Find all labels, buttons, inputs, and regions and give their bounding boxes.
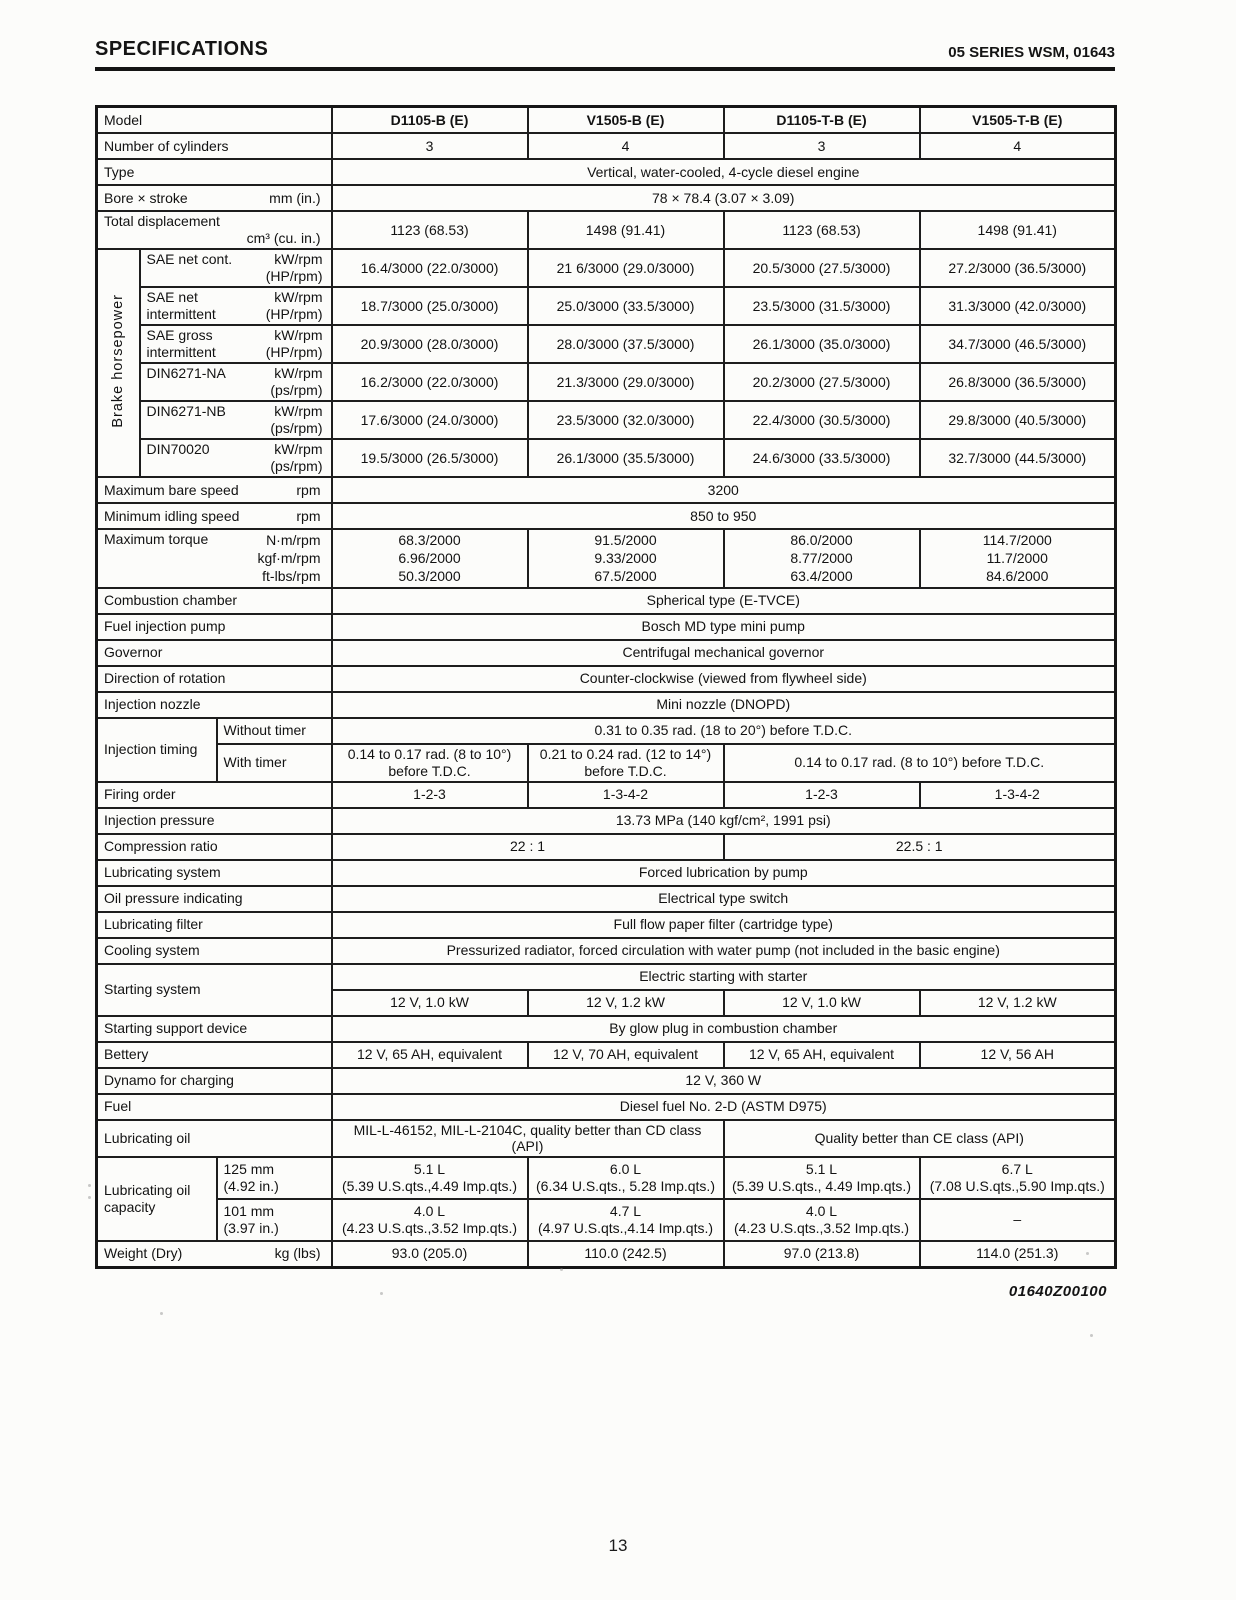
row-direction-of-rotation xyxy=(97,666,1116,692)
bhp-name: DIN6271-NB xyxy=(146,403,226,420)
label-governor: Governor xyxy=(97,640,332,666)
lubricating-oil-value: MIL-L-46152, MIL-L-2104C, quality better than CD class (API) xyxy=(332,1120,724,1157)
row-type xyxy=(97,159,1116,185)
scan-speck xyxy=(88,1196,91,1199)
bhp-value: 20.5/3000 (27.5/3000) xyxy=(724,249,920,287)
bhp-name: DIN70020 xyxy=(146,441,210,458)
row-fuel-injection-pump xyxy=(97,614,1116,640)
row-max-bare-speed xyxy=(97,477,1116,503)
torque-value: 114.7/2000 11.7/2000 84.6/2000 xyxy=(920,529,1116,588)
bhp-value: 20.2/3000 (27.5/3000) xyxy=(724,363,920,401)
label-injection-nozzle: Injection nozzle xyxy=(97,692,332,718)
battery-value: 12 V, 65 AH, equivalent xyxy=(332,1042,528,1068)
injection-timing-without-value: 0.31 to 0.35 rad. (18 to 20°) before T.D.C. xyxy=(332,718,1116,744)
label-bore-stroke xyxy=(97,185,332,211)
scan-speck xyxy=(1090,1334,1093,1337)
displacement-value: 1498 (91.41) xyxy=(920,211,1116,249)
weight-unit: kg (lbs) xyxy=(274,1245,321,1262)
label-lubricating-filter: Lubricating filter xyxy=(97,912,332,938)
label-sae-gross-intermittent xyxy=(140,325,332,363)
label-weight xyxy=(97,1241,332,1268)
firing-order-value: 1-2-3 xyxy=(724,782,920,808)
model-col-2: V1505-B (E) xyxy=(528,107,724,134)
injection-timing-with-value: 0.14 to 0.17 rad. (8 to 10°) before T.D.C. xyxy=(332,744,528,782)
displacement-value: 1123 (68.53) xyxy=(724,211,920,249)
row-injection-nozzle xyxy=(97,692,1116,718)
label-battery: Bettery xyxy=(97,1042,332,1068)
oil-capacity-sub-101: 101 mm (3.97 in.) xyxy=(217,1199,332,1241)
direction-of-rotation-value: Counter-clockwise (viewed from flywheel side) xyxy=(332,666,1116,692)
displacement-unit: cm³ (cu. in.) xyxy=(246,230,321,246)
cylinders-value: 4 xyxy=(528,133,724,159)
row-displacement xyxy=(97,211,1116,249)
row-bhp-sae-net-intermittent xyxy=(97,287,1116,325)
bhp-value: 26.8/3000 (36.5/3000) xyxy=(920,363,1116,401)
row-oil-pressure-indicating xyxy=(97,886,1116,912)
oil-capacity-value: 4.0 L (4.23 U.S.qts.,3.52 Imp.qts.) xyxy=(724,1199,920,1241)
lubricating-system-value: Forced lubrication by pump xyxy=(332,860,1116,886)
fuel-value: Diesel fuel No. 2-D (ASTM D975) xyxy=(332,1094,1116,1120)
bhp-name: DIN6271-NA xyxy=(146,365,226,382)
bhp-value: 29.8/3000 (40.5/3000) xyxy=(920,401,1116,439)
torque-value: 68.3/2000 6.96/2000 50.3/2000 xyxy=(332,529,528,588)
displacement-value: 1498 (91.41) xyxy=(528,211,724,249)
weight-value: 93.0 (205.0) xyxy=(332,1241,528,1268)
label-dynamo: Dynamo for charging xyxy=(97,1068,332,1094)
compression-ratio-value: 22.5 : 1 xyxy=(724,834,1116,860)
row-combustion-chamber xyxy=(97,588,1116,614)
starting-system-head: Electric starting with starter xyxy=(332,964,1116,990)
row-weight xyxy=(97,1241,1116,1268)
scan-speck xyxy=(380,1292,383,1295)
label-oil-pressure-indicating: Oil pressure indicating xyxy=(97,886,332,912)
bhp-value: 23.5/3000 (31.5/3000) xyxy=(724,287,920,325)
label-starting-support-device: Starting support device xyxy=(97,1016,332,1042)
model-col-1: D1105-B (E) xyxy=(332,107,528,134)
oil-capacity-value: – xyxy=(920,1199,1116,1241)
label-displacement xyxy=(97,211,332,249)
bhp-value: 24.6/3000 (33.5/3000) xyxy=(724,439,920,477)
scan-speck xyxy=(88,1184,91,1187)
weight-value: 114.0 (251.3) xyxy=(920,1241,1116,1268)
model-col-4: V1505-T-B (E) xyxy=(920,107,1116,134)
scan-speck xyxy=(160,1312,163,1315)
injection-pressure-value: 13.73 MPa (140 kgf/cm², 1991 psi) xyxy=(332,808,1116,834)
bhp-unit: kW/rpm (HP/rpm) xyxy=(265,289,323,322)
bore-label-text: Bore × stroke xyxy=(104,189,188,206)
specifications-table xyxy=(95,105,1117,1269)
row-max-torque xyxy=(97,529,1116,588)
brake-horsepower-group-label xyxy=(97,249,140,477)
bhp-value: 26.1/3000 (35.0/3000) xyxy=(724,325,920,363)
bare-unit: rpm xyxy=(296,481,321,498)
fuel-injection-pump-value: Bosch MD type mini pump xyxy=(332,614,1116,640)
oil-capacity-sub-125: 125 mm (4.92 in.) xyxy=(217,1157,332,1199)
bhp-value: 20.9/3000 (28.0/3000) xyxy=(332,325,528,363)
row-cylinders xyxy=(97,133,1116,159)
row-oil-capacity-125 xyxy=(97,1157,1116,1199)
figure-code: 01640Z00100 xyxy=(1008,1282,1107,1300)
bhp-value: 22.4/3000 (30.5/3000) xyxy=(724,401,920,439)
bhp-unit: kW/rpm (ps/rpm) xyxy=(270,441,323,474)
row-lubricating-filter xyxy=(97,912,1116,938)
row-starting-system-head xyxy=(97,964,1116,990)
label-cylinders: Number of cylinders xyxy=(97,133,332,159)
page-sheet xyxy=(95,38,1115,1300)
row-bhp-din6271-nb xyxy=(97,401,1116,439)
injection-nozzle-value: Mini nozzle (DNOPD) xyxy=(332,692,1116,718)
starting-system-value: 12 V, 1.0 kW xyxy=(724,990,920,1016)
bhp-value: 18.7/3000 (25.0/3000) xyxy=(332,287,528,325)
battery-value: 12 V, 65 AH, equivalent xyxy=(724,1042,920,1068)
bhp-value: 31.3/3000 (42.0/3000) xyxy=(920,287,1116,325)
label-sae-net-intermittent xyxy=(140,287,332,325)
bhp-name: SAE gross intermittent xyxy=(146,327,216,360)
bhp-unit: kW/rpm (HP/rpm) xyxy=(265,327,323,360)
idle-label-text: Minimum idling speed xyxy=(104,507,240,524)
row-cooling-system xyxy=(97,938,1116,964)
bhp-name: SAE net cont. xyxy=(146,251,233,268)
row-bhp-din6271-na xyxy=(97,363,1116,401)
row-min-idling-speed xyxy=(97,503,1116,529)
oil-pressure-indicating-value: Electrical type switch xyxy=(332,886,1116,912)
bhp-name: SAE net intermittent xyxy=(146,289,216,322)
row-injection-pressure xyxy=(97,808,1116,834)
type-value: Vertical, water-cooled, 4-cycle diesel engine xyxy=(332,159,1116,185)
brake-horsepower-text: Brake horsepower xyxy=(109,294,126,429)
bhp-value: 23.5/3000 (32.0/3000) xyxy=(528,401,724,439)
starting-system-value: 12 V, 1.2 kW xyxy=(528,990,724,1016)
starting-support-device-value: By glow plug in combustion chamber xyxy=(332,1016,1116,1042)
label-fuel-injection-pump: Fuel injection pump xyxy=(97,614,332,640)
row-lubricating-oil xyxy=(97,1120,1116,1157)
battery-value: 12 V, 70 AH, equivalent xyxy=(528,1042,724,1068)
row-firing-order xyxy=(97,782,1116,808)
firing-order-value: 1-3-4-2 xyxy=(528,782,724,808)
cylinders-value: 3 xyxy=(332,133,528,159)
bhp-value: 25.0/3000 (33.5/3000) xyxy=(528,287,724,325)
max-bare-speed-value: 3200 xyxy=(332,477,1116,503)
weight-value: 97.0 (213.8) xyxy=(724,1241,920,1268)
injection-timing-with-value: 0.14 to 0.17 rad. (8 to 10°) before T.D.C. xyxy=(724,744,1116,782)
starting-system-value: 12 V, 1.2 kW xyxy=(920,990,1116,1016)
label-without-timer: Without timer xyxy=(217,718,332,744)
row-bore-stroke xyxy=(97,185,1116,211)
firing-order-value: 1-2-3 xyxy=(332,782,528,808)
weight-value: 110.0 (242.5) xyxy=(528,1241,724,1268)
bhp-value: 26.1/3000 (35.5/3000) xyxy=(528,439,724,477)
firing-order-value: 1-3-4-2 xyxy=(920,782,1116,808)
torque-label-text: Maximum torque xyxy=(104,531,209,547)
lubricating-filter-value: Full flow paper filter (cartridge type) xyxy=(332,912,1116,938)
label-firing-order: Firing order xyxy=(97,782,332,808)
bhp-value: 16.2/3000 (22.0/3000) xyxy=(332,363,528,401)
combustion-chamber-value: Spherical type (E-TVCE) xyxy=(332,588,1116,614)
label-fuel: Fuel xyxy=(97,1094,332,1120)
governor-value: Centrifugal mechanical governor xyxy=(332,640,1116,666)
idle-unit: rpm xyxy=(296,507,321,524)
label-injection-timing: Injection timing xyxy=(97,718,217,782)
row-oil-capacity-101 xyxy=(97,1199,1116,1241)
row-battery xyxy=(97,1042,1116,1068)
battery-value: 12 V, 56 AH xyxy=(920,1042,1116,1068)
label-oil-capacity: Lubricating oil capacity xyxy=(97,1157,217,1241)
row-compression-ratio xyxy=(97,834,1116,860)
row-lubricating-system xyxy=(97,860,1116,886)
lubricating-oil-value: Quality better than CE class (API) xyxy=(724,1120,1116,1157)
cooling-system-value: Pressurized radiator, forced circulation with water pump (not included in the basic engine) xyxy=(332,938,1116,964)
label-starting-system: Starting system xyxy=(97,964,332,1016)
page-number: 13 xyxy=(608,1536,628,1555)
label-injection-pressure: Injection pressure xyxy=(97,808,332,834)
oil-capacity-value: 4.0 L (4.23 U.S.qts.,3.52 Imp.qts.) xyxy=(332,1199,528,1241)
label-min-idling-speed xyxy=(97,503,332,529)
weight-label-text: Weight (Dry) xyxy=(104,1245,183,1262)
row-fuel xyxy=(97,1094,1116,1120)
doc-reference: 05 SERIES WSM, 01643 xyxy=(948,44,1115,61)
row-starting-support-device xyxy=(97,1016,1116,1042)
bhp-unit: kW/rpm (HP/rpm) xyxy=(265,251,323,284)
row-governor xyxy=(97,640,1116,666)
dynamo-value: 12 V, 360 W xyxy=(332,1068,1116,1094)
row-model xyxy=(97,107,1116,134)
scan-speck xyxy=(1086,1286,1089,1289)
oil-capacity-value: 6.0 L (6.34 U.S.qts., 5.28 Imp.qts.) xyxy=(528,1157,724,1199)
row-bhp-sae-gross-intermittent xyxy=(97,325,1116,363)
min-idling-speed-value: 850 to 950 xyxy=(332,503,1116,529)
bhp-value: 19.5/3000 (26.5/3000) xyxy=(332,439,528,477)
displacement-label-text: Total displacement xyxy=(104,213,220,230)
label-type: Type xyxy=(97,159,332,185)
model-col-3: D1105-T-B (E) xyxy=(724,107,920,134)
bhp-value: 21 6/3000 (29.0/3000) xyxy=(528,249,724,287)
oil-capacity-value: 5.1 L (5.39 U.S.qts., 4.49 Imp.qts.) xyxy=(724,1157,920,1199)
label-din6271-na xyxy=(140,363,332,401)
cylinders-value: 4 xyxy=(920,133,1116,159)
label-max-bare-speed xyxy=(97,477,332,503)
label-direction-of-rotation: Direction of rotation xyxy=(97,666,332,692)
bare-label-text: Maximum bare speed xyxy=(104,481,239,498)
label-lubricating-system: Lubricating system xyxy=(97,860,332,886)
page-header xyxy=(95,38,1115,71)
bhp-value: 32.7/3000 (44.5/3000) xyxy=(920,439,1116,477)
bore-stroke-value: 78 × 78.4 (3.07 × 3.09) xyxy=(332,185,1116,211)
label-max-torque xyxy=(97,529,332,588)
label-cooling-system: Cooling system xyxy=(97,938,332,964)
scan-speck xyxy=(560,1268,563,1271)
label-combustion-chamber: Combustion chamber xyxy=(97,588,332,614)
bore-unit: mm (in.) xyxy=(269,189,321,206)
displacement-value: 1123 (68.53) xyxy=(332,211,528,249)
row-injection-timing-with xyxy=(97,744,1116,782)
bhp-unit: kW/rpm (ps/rpm) xyxy=(270,403,323,436)
bhp-value: 28.0/3000 (37.5/3000) xyxy=(528,325,724,363)
page-title: SPECIFICATIONS xyxy=(95,38,269,60)
bhp-value: 21.3/3000 (29.0/3000) xyxy=(528,363,724,401)
oil-capacity-value: 4.7 L (4.97 U.S.qts.,4.14 Imp.qts.) xyxy=(528,1199,724,1241)
label-lubricating-oil: Lubricating oil xyxy=(97,1120,332,1157)
cylinders-value: 3 xyxy=(724,133,920,159)
torque-value: 86.0/2000 8.77/2000 63.4/2000 xyxy=(724,529,920,588)
torque-value: 91.5/2000 9.33/2000 67.5/2000 xyxy=(528,529,724,588)
oil-capacity-value: 6.7 L (7.08 U.S.qts.,5.90 Imp.qts.) xyxy=(920,1157,1116,1199)
scan-speck xyxy=(1086,1252,1089,1255)
bhp-value: 27.2/3000 (36.5/3000) xyxy=(920,249,1116,287)
starting-system-value: 12 V, 1.0 kW xyxy=(332,990,528,1016)
bhp-value: 16.4/3000 (22.0/3000) xyxy=(332,249,528,287)
compression-ratio-value: 22 : 1 xyxy=(332,834,724,860)
label-sae-net-cont xyxy=(140,249,332,287)
row-bhp-din70020 xyxy=(97,439,1116,477)
oil-capacity-value: 5.1 L (5.39 U.S.qts.,4.49 Imp.qts.) xyxy=(332,1157,528,1199)
injection-timing-with-value: 0.21 to 0.24 rad. (12 to 14°) before T.D.C. xyxy=(528,744,724,782)
row-dynamo xyxy=(97,1068,1116,1094)
label-compression-ratio: Compression ratio xyxy=(97,834,332,860)
torque-units: N·m/rpm kgf·m/rpm ft-lbs/rpm xyxy=(257,532,321,585)
label-with-timer: With timer xyxy=(217,744,332,782)
row-injection-timing-without xyxy=(97,718,1116,744)
label-din70020 xyxy=(140,439,332,477)
label-model: Model xyxy=(97,107,332,134)
bhp-value: 17.6/3000 (24.0/3000) xyxy=(332,401,528,439)
bhp-unit: kW/rpm (ps/rpm) xyxy=(270,365,323,398)
label-din6271-nb xyxy=(140,401,332,439)
row-bhp-sae-net-cont xyxy=(97,249,1116,287)
bhp-value: 34.7/3000 (46.5/3000) xyxy=(920,325,1116,363)
